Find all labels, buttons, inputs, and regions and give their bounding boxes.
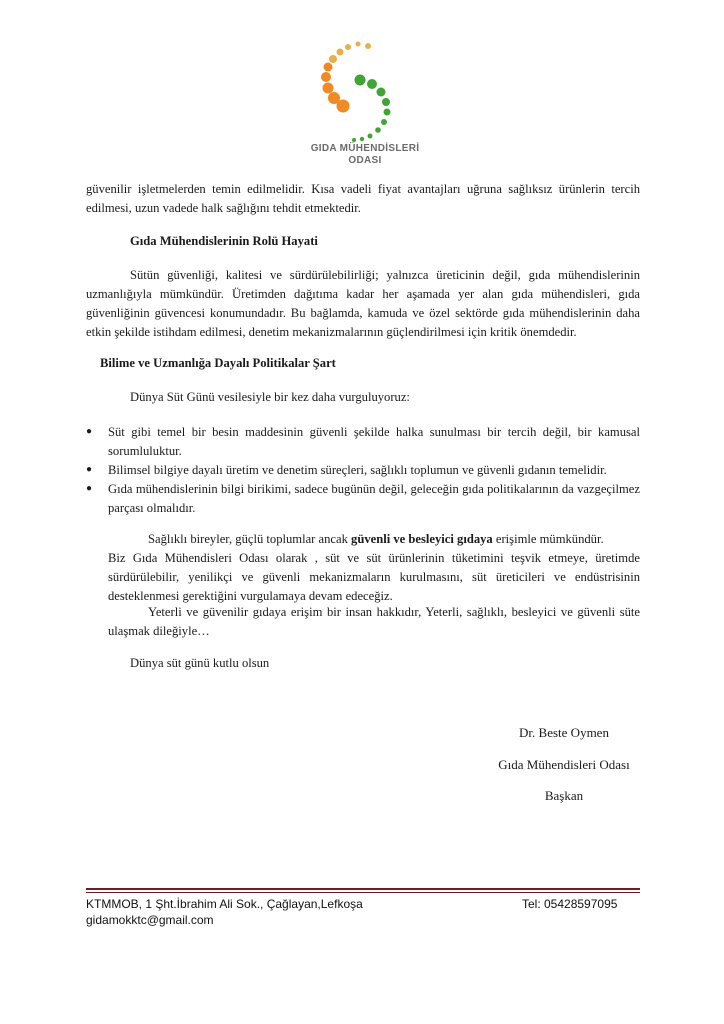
footer-divider: [86, 892, 640, 893]
logo-dot: [337, 49, 344, 56]
logo-dot: [360, 137, 364, 141]
closing-paragraph-3: Yeterli ve güvenilir gıdaya erişim bir insan hakkıdır, Yeterli, sağlıklı, besleyici ve güvenli süte ulaşmak dileğiyle…: [108, 605, 640, 638]
logo-dot: [367, 79, 377, 89]
logo-dot: [329, 55, 337, 63]
closing-paragraph-1: [108, 530, 640, 549]
bullet-item: Süt gibi temel bir besin maddesinin güvenli şekilde halka sunulması bir tercih değil, bir kamusal sorumluluktur.: [108, 425, 640, 458]
closing-paragraph-2: Biz Gıda Mühendisleri Odası olarak , süt ve süt ürünlerinin tüketimini teşvik etmeye, üretimde sürdürülebilir, yenilikçi ve güvenli mekanizmaların kurulmasını, süt üreticileri ve endüstrisinin desteklenmesi gerektiğini vurgulamaya devam edeceğiz.: [108, 551, 640, 603]
logo-dot: [368, 134, 373, 139]
section2-heading: Bilime ve Uzmanlığa Dayalı Politikalar Şart: [100, 356, 336, 370]
logo-dot: [365, 43, 371, 49]
intro-paragraph: güvenilir işletmelerden temin edilmelidir. Kısa vadeli fiyat avantajları uğruna sağlıksız ürünlerin tercih edilmesi, uzun vadede halk sağlığını tehdit etmektedir.: [86, 182, 640, 215]
logo-dot: [377, 88, 386, 97]
logo-dot: [382, 98, 390, 106]
footer-divider: [86, 888, 640, 890]
section2-lead: Dünya Süt Günü vesilesiyle bir kez daha vurguluyoruz:: [130, 390, 410, 404]
logo-dot: [384, 109, 391, 116]
bullet-dot: ●: [86, 483, 93, 494]
bullet-item: Gıda mühendislerinin bilgi birikimi, sadece bugünün değil, geleceğin gıda politikalarının da vazgeçilmez parçası olmalıdır.: [108, 482, 640, 515]
logo-dot: [352, 138, 356, 142]
footer-address: KTMMOB, 1 Şht.İbrahim Ali Sok., Çağlayan,Lefkoşa: [86, 897, 363, 911]
signature-title: Başkan: [544, 788, 584, 803]
bullet-dot: ●: [86, 426, 93, 437]
logo-dot: [381, 119, 387, 125]
logo-text-line2: ODASI: [348, 155, 382, 166]
logo-dot: [321, 72, 331, 82]
footer-email: gidamokktc@gmail.com: [86, 913, 214, 927]
closing-text: erişimle mümkündür.: [492, 532, 604, 546]
logo-dot: [323, 83, 334, 94]
bullet-item: Bilimsel bilgiye dayalı üretim ve denetim süreçleri, sağlıklı toplumun ve güvenli gıdanın temelidir.: [108, 463, 607, 477]
section1-body: Sütün güvenliği, kalitesi ve sürdürülebilirliği; yalnızca üreticinin değil, gıda mühendislerinin uzmanlığıyla mümkündür. Üretimden dağıtıma kadar her aşamada yer alan gıda mühendisleri, gıda güvenliğinin güvencesi konumundadır. Bu bağlamda, kamuda ve özel sektörde gıda mühendislerinin daha etkin şekilde istihdam edilmesi, denetim mekanizmalarının güçlendirilmesi için kritik önemdedir.: [86, 268, 640, 339]
signature-name: Dr. Beste Oymen: [519, 725, 609, 740]
logo-dot: [375, 127, 381, 133]
logo-dot: [345, 44, 351, 50]
footer-phone: Tel: 05428597095: [522, 897, 618, 911]
signature-org: Gıda Mühendisleri Odası: [498, 757, 630, 772]
closing-bold-text: güvenli ve besleyici gıdaya: [351, 532, 493, 546]
logo-dot: [356, 42, 361, 47]
section1-heading: Gıda Mühendislerinin Rolü Hayati: [130, 234, 318, 248]
closing-wish: Dünya süt günü kutlu olsun: [130, 656, 270, 670]
logo-dot: [355, 75, 366, 86]
logo-text-line1: GIDA MÜHENDİSLERİ: [310, 143, 420, 154]
closing-text: Sağlıklı bireyler, güçlü toplumlar ancak: [148, 532, 352, 546]
logo-dot: [337, 100, 350, 113]
logo-dot: [324, 63, 333, 72]
bullet-dot: ●: [86, 464, 93, 475]
